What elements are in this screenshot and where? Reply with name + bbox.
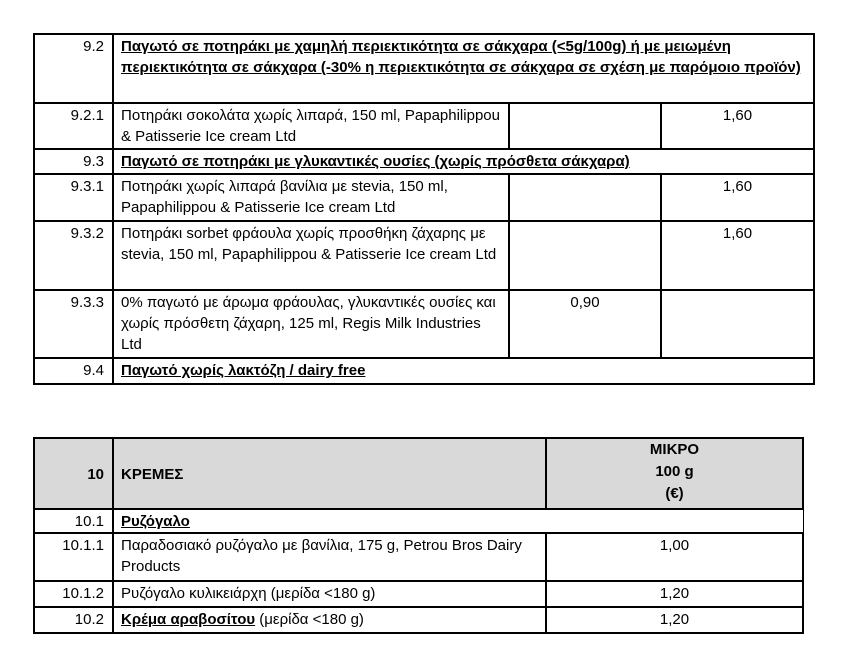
item-code: 10.1 [34,509,113,533]
item-code: 9.4 [34,358,113,384]
price-cell: 1,20 [546,581,803,607]
item-description: Ρυζόγαλο κυλικειάρχη (μερίδα <180 g) [113,581,546,607]
table-row [34,149,814,174]
price-cell [661,290,814,358]
table-row [34,290,814,358]
price-cell: 1,00 [546,533,803,581]
item-code: 10.2 [34,607,113,633]
table-row [34,34,814,103]
price-header-currency: (€) [665,485,684,502]
ice-cream-price-table [33,33,815,385]
section-heading: Παγωτό σε ποτηράκι με γλυκαντικές ουσίες (χωρίς πρόσθετα σάκχαρα) [113,149,814,174]
section-heading: Ρυζόγαλο [113,509,803,533]
price-cell: 1,60 [661,103,814,149]
item-code: 10.1.2 [34,581,113,607]
table-row [34,607,803,633]
price-header-size: ΜΙΚΡΟ [649,441,700,458]
section-heading: Κρέμα αραβοσίτου [121,611,256,628]
price-cell [509,221,661,290]
section-heading: Παγωτό χωρίς λακτόζη / dairy free [113,358,814,384]
price-cell [509,103,661,149]
price-cell [509,174,661,221]
item-code: 9.3.1 [34,174,113,221]
table-header-row [34,438,803,509]
item-code: 9.3 [34,149,113,174]
item-description: Ποτηράκι sorbet φράουλα χωρίς προσθήκη ζάχαρης με stevia, 150 ml, Papaphilippou & Patisserie Ice cream Ltd [113,221,509,290]
table-row [34,509,803,533]
item-description [113,607,546,633]
table-row [34,581,803,607]
price-cell: 1,60 [661,221,814,290]
table-row [34,533,803,581]
price-cell: 1,60 [661,174,814,221]
table-row [34,358,814,384]
price-header-weight: 100 g [655,463,694,480]
table-row [34,221,814,290]
item-code: 10.1.1 [34,533,113,581]
section-heading: Παγωτό σε ποτηράκι με χαμηλή περιεκτικότητα σε σάκχαρα (<5g/100g) ή με μειωμένη περιεκτικότητα σε σάκχαρα (-30% η περιεκτικότητα σε σάκχαρα σε σχέση με παρόμοιο προϊόν) [113,34,814,103]
item-description: 0% παγωτό με άρωμα φράουλας, γλυκαντικές ουσίες και χωρίς πρόσθετη ζάχαρη, 125 ml, Regis Milk Industries Ltd [113,290,509,358]
item-code: 9.2.1 [34,103,113,149]
item-description: Ποτηράκι σοκολάτα χωρίς λιπαρά, 150 ml, Papaphilippou & Patisserie Ice cream Ltd [113,103,509,149]
table-row [34,103,814,149]
price-cell: 1,20 [546,607,803,633]
creams-price-table [33,437,804,634]
price-cell: 0,90 [509,290,661,358]
item-portion-note: (μερίδα <180 g) [255,611,364,628]
section-title: ΚΡΕΜΕΣ [113,438,546,509]
price-column-header [546,438,803,509]
item-code: 9.3.2 [34,221,113,290]
table-row [34,174,814,221]
item-code: 9.2 [34,34,113,103]
section-code: 10 [34,438,113,509]
item-code: 9.3.3 [34,290,113,358]
item-description: Ποτηράκι χωρίς λιπαρά βανίλια με stevia, 150 ml, Papaphilippou & Patisserie Ice cream Ltd [113,174,509,221]
item-description: Παραδοσιακό ρυζόγαλο με βανίλια, 175 g, Petrou Bros Dairy Products [113,533,546,581]
